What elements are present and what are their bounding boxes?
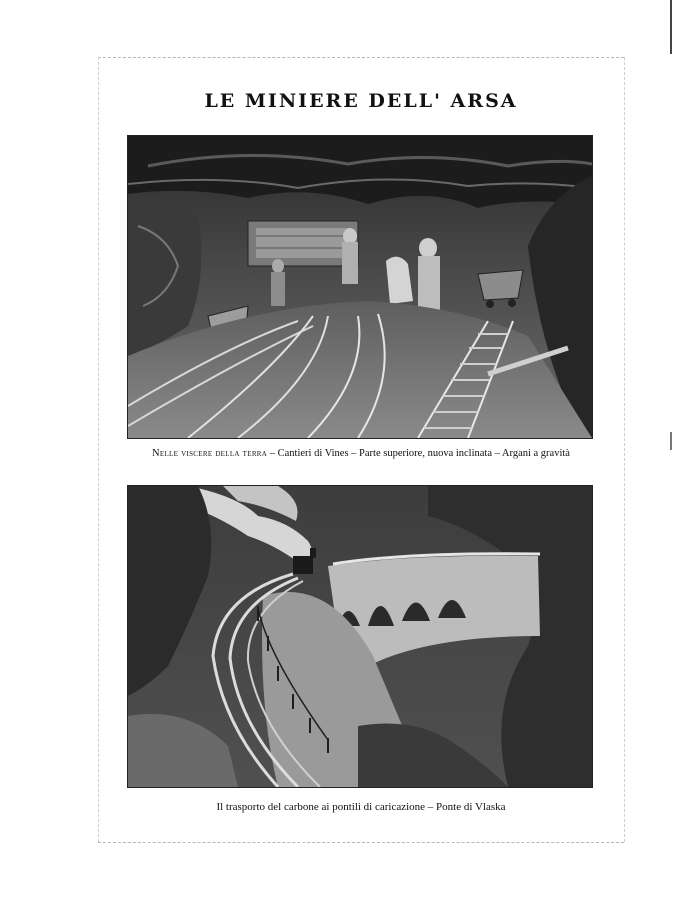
page-title: LE MINIERE DELL' ARSA: [204, 90, 518, 112]
page-frame-top: [98, 57, 624, 58]
caption-rest: – Cantieri di Vines – Parte superiore, nuova inclinata – Argani a gravità: [267, 448, 570, 459]
caption-lead: Nelle viscere della terra: [152, 448, 268, 459]
viaduct-photo: [127, 485, 593, 788]
mine-tunnel-caption: [98, 448, 624, 459]
page-frame-bottom: [98, 842, 624, 843]
viaduct-caption: Il trasporto del carbone ai pontili di caricazione – Ponte di Vlaska: [216, 801, 506, 813]
scan-edge-mark: [670, 0, 672, 900]
page-frame-right: [624, 57, 625, 842]
mine-tunnel-photo: [127, 135, 593, 439]
